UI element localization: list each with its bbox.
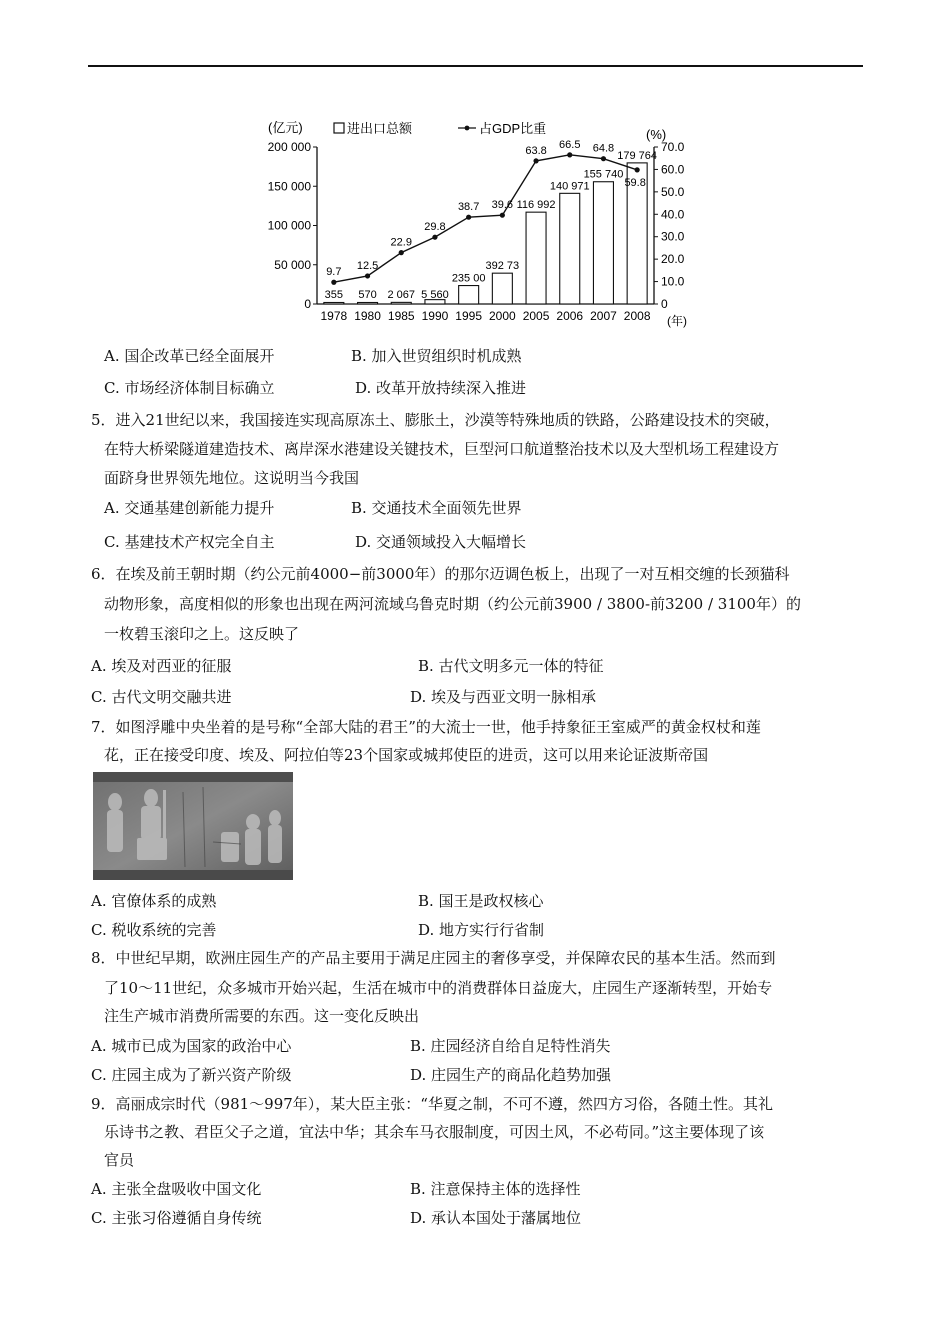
x-tick-label: 1995 [455, 309, 483, 323]
x-tick-label: 2006 [556, 309, 584, 323]
right-tick-label: 60.0 [661, 162, 685, 177]
bar-value-label: 235 00 [451, 272, 486, 285]
legend-line-dot [465, 126, 470, 131]
q6-stem-line1: 6．在埃及前王朝时期（约公元前4000−前3000年）的那尔迈调色板上，出现了一对互相交缠的长颈猫科 [91, 565, 790, 583]
q5-option-d[interactable]: D. 交通领域投入大幅增长 [355, 533, 527, 551]
x-tick-label: 1985 [387, 309, 415, 323]
legend-bar-label: 进出口总额 [347, 121, 413, 136]
q4-option-b[interactable]: B. 加入世贸组织时机成熟 [351, 347, 522, 365]
q5-option-b[interactable]: B. 交通技术全面领先世界 [351, 499, 522, 517]
q5-stem-line1: 5．进入21世纪以来，我国接连实现高原冻土、膨胀土，沙漠等特殊地质的铁路，公路建设技术的突破， [91, 411, 780, 429]
right-tick-label: 30.0 [661, 229, 685, 244]
bar-2000 [492, 273, 512, 304]
right-tick-label: 40.0 [661, 207, 685, 222]
gdp-share-label: 59.8 [624, 176, 646, 189]
q9-stem-line2: 乐诗书之教、君臣父子之道，宜法中华；其余车马衣服制度，可因土风，不必苟同。”这主要体现了该 [104, 1123, 765, 1141]
bar-value-label: 179 764 [617, 149, 658, 162]
q7-option-b[interactable]: B. 国王是政权核心 [418, 892, 544, 910]
q5-option-a[interactable]: A. 交通基建创新能力提升 [104, 499, 275, 517]
q8-option-c[interactable]: C. 庄园主成为了新兴资产阶级 [91, 1066, 292, 1084]
gdp-share-point [466, 215, 471, 220]
bar-2007 [593, 182, 613, 304]
x-tick-label: 1980 [354, 309, 381, 323]
x-tick-label: 1978 [320, 309, 348, 323]
gdp-share-point [500, 213, 505, 218]
bar-1995 [459, 286, 479, 304]
q8-stem-line1: 8．中世纪早期，欧洲庄园生产的产品主要用于满足庄园主的奢侈享受，并保障农民的基本生活。然而到 [91, 949, 776, 967]
q6-option-a[interactable]: A. 埃及对西亚的征服 [91, 657, 232, 675]
left-tick-label: 200 000 [267, 140, 311, 154]
bar-value-label: 5 560 [421, 289, 449, 301]
q7-stem-line2: 花，正在接受印度、埃及、阿拉伯等23个国家或城邦使臣的进贡，这可以用来论证波斯帝国 [104, 746, 709, 764]
bar-value-label: 355 [324, 289, 344, 301]
q8-stem-line2: 了10～11世纪，众多城市开始兴起，生活在城市中的消费群体日益庞大，庄园生产逐渐转型，开始专 [104, 979, 773, 997]
q4-option-c[interactable]: C. 市场经济体制目标确立 [104, 379, 275, 397]
q6-stem-line2: 动物形象，高度相似的形象也出现在两河流域乌鲁克时期（约公元前3900 / 3800-前3200 / 3100年）的 [104, 595, 801, 613]
gdp-share-point [601, 156, 606, 161]
gdp-share-point [432, 235, 437, 240]
gdp-share-point [331, 280, 336, 285]
q9-option-b[interactable]: B. 注意保持主体的选择性 [410, 1180, 581, 1198]
header-rule [88, 65, 863, 67]
trade-chart [262, 112, 702, 334]
gdp-share-label: 29.8 [424, 221, 446, 234]
q4-option-a[interactable]: A. 国企改革已经全面展开 [104, 347, 275, 365]
q7-option-a[interactable]: A. 官僚体系的成熟 [91, 892, 217, 910]
q5-stem-line3: 面跻身世界领先地位。这说明当今我国 [104, 469, 360, 487]
left-tick-label: 50 000 [274, 257, 311, 272]
left-tick-label: 0 [304, 297, 311, 311]
x-tick-label: 2005 [522, 309, 550, 323]
q4-option-d[interactable]: D. 改革开放持续深入推进 [355, 379, 527, 397]
bar-value-label: 392 73 [485, 260, 520, 273]
x-tick-label: 1990 [421, 309, 449, 323]
bar-value-label: 116 992 [516, 199, 556, 212]
gdp-share-label: 22.9 [390, 236, 412, 249]
gdp-share-label: 39.6 [491, 199, 514, 212]
gdp-share-point [365, 273, 370, 278]
legend-bar-swatch [334, 123, 344, 133]
chart-x-unit: (年) [667, 314, 687, 328]
bar-2005 [526, 212, 546, 304]
q9-option-a[interactable]: A. 主张全盘吸收中国文化 [91, 1180, 262, 1198]
gdp-share-label: 63.8 [525, 144, 547, 157]
x-tick-label: 2008 [623, 309, 651, 323]
q8-option-d[interactable]: D. 庄园生产的商品化趋势加强 [410, 1066, 612, 1084]
gdp-share-point [533, 158, 538, 163]
q7-stem-line1: 7．如图浮雕中央坐着的是号称“全部大陆的君王”的大流士一世，他手持象征王室威严的黄金权杖和莲 [91, 718, 761, 736]
bar-1980 [358, 303, 378, 305]
q9-option-d[interactable]: D. 承认本国处于藩属地位 [410, 1209, 582, 1227]
right-tick-label: 50.0 [661, 184, 685, 199]
legend-line-label: 占GDP比重 [479, 121, 547, 136]
q6-option-b[interactable]: B. 古代文明多元一体的特征 [418, 657, 604, 675]
q6-stem-line3: 一枚碧玉滚印之上。这反映了 [104, 625, 300, 643]
q8-option-a[interactable]: A. 城市已成为国家的政治中心 [91, 1037, 292, 1055]
chart-left-unit: (亿元) [268, 120, 303, 135]
x-tick-label: 2007 [590, 309, 617, 323]
q9-stem-line1: 9．高丽成宗时代（981～997年），某大臣主张：“华夏之制，不可不遵，然四方习俗，各随土性。其礼 [91, 1095, 773, 1113]
bar-value-label: 570 [358, 289, 377, 301]
gdp-share-point [635, 167, 640, 172]
q8-stem-line3: 注生产城市消费所需要的东西。这一变化反映出 [104, 1007, 420, 1025]
persian-relief-image [93, 772, 293, 880]
bar-value-label: 155 740 [583, 168, 624, 181]
q6-option-c[interactable]: C. 古代文明交融共进 [91, 688, 232, 706]
right-tick-label: 0 [661, 297, 668, 311]
x-tick-label: 2000 [488, 309, 516, 323]
bar-1978 [324, 303, 344, 305]
gdp-share-label: 64.8 [592, 142, 615, 155]
bar-1985 [391, 302, 411, 304]
gdp-share-point [567, 152, 572, 157]
gdp-share-label: 38.7 [457, 201, 480, 214]
gdp-share-label: 12.5 [356, 259, 379, 272]
chart-right-unit: (%) [646, 127, 667, 142]
q7-option-c[interactable]: C. 税收系统的完善 [91, 921, 217, 939]
left-tick-label: 150 000 [267, 179, 311, 194]
q5-stem-line2: 在特大桥梁隧道建造技术、离岸深水港建设关键技术，巨型河口航道整治技术以及大型机场工程建设方 [104, 440, 780, 458]
q8-option-b[interactable]: B. 庄园经济自给自足特性消失 [410, 1037, 611, 1055]
bar-value-label: 2 067 [387, 289, 416, 301]
q5-option-c[interactable]: C. 基建技术产权完全自主 [104, 533, 275, 551]
left-tick-label: 100 000 [267, 218, 311, 233]
right-tick-label: 20.0 [661, 252, 685, 267]
q9-stem-line3: 官员 [104, 1151, 135, 1169]
bar-value-label: 140 971 [549, 180, 590, 193]
q6-option-d[interactable]: D. 埃及与西亚文明一脉相承 [410, 688, 597, 706]
gdp-share-label: 66.5 [559, 138, 581, 151]
right-tick-label: 70.0 [661, 140, 685, 154]
q7-option-d[interactable]: D. 地方实行行省制 [418, 921, 545, 939]
bar-2006 [560, 193, 580, 304]
q9-option-c[interactable]: C. 主张习俗遵循自身传统 [91, 1209, 262, 1227]
gdp-share-point [399, 250, 404, 255]
right-tick-label: 10.0 [661, 274, 685, 289]
gdp-share-label: 9.7 [326, 266, 342, 279]
